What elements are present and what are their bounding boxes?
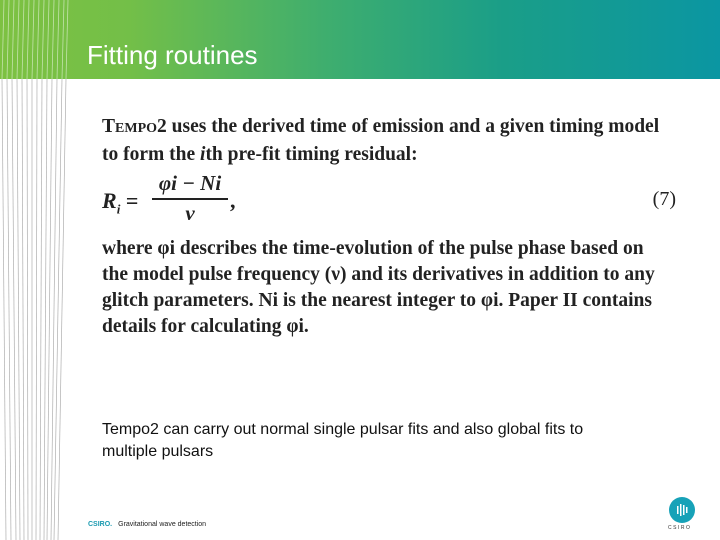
paper-line: where φi describes the time-evolution of the pulse phase based on — [102, 238, 644, 259]
equation: $R_i$ = $\frac{\varphi i - Ni}{\nu}$ , (7) — [102, 171, 676, 225]
equation-lhs: $R_i$ = — [102, 188, 139, 217]
tempo-name: TEMPO2 — [102, 116, 167, 137]
decorative-lines — [0, 0, 70, 79]
slide-header — [0, 0, 720, 79]
paper-line: the model pulse frequency (ν) and its derivatives in addition to any — [102, 264, 655, 285]
equation-number: (7) — [652, 188, 676, 210]
paper-line: details for calculating φi. — [102, 316, 309, 337]
footer-brand: CSIRO. — [88, 521, 113, 528]
footer-text: Gravitational wave detection — [118, 521, 207, 528]
caption: Tempo2 can carry out normal single pulsar fits and also global fits to multiple pulsars — [102, 421, 584, 460]
left-decorative-lines — [0, 79, 70, 540]
paper-excerpt — [102, 114, 682, 340]
equation-fraction: $\frac{\varphi i - Ni}{\nu}$ — [152, 170, 228, 226]
logo-text: CSIRO — [668, 525, 692, 531]
footer — [88, 521, 206, 528]
csiro-logo-icon — [669, 497, 695, 523]
paper-intro-line1: TEMPO2 uses the derived time of emission and a given timing model — [102, 116, 660, 137]
slide-title: Fitting routines — [87, 40, 258, 70]
paper-line: glitch parameters. Ni is the nearest integer to φi. Paper II contains — [102, 290, 652, 311]
paper-intro-line2: to form the ith pre-fit timing residual: — [102, 144, 418, 165]
